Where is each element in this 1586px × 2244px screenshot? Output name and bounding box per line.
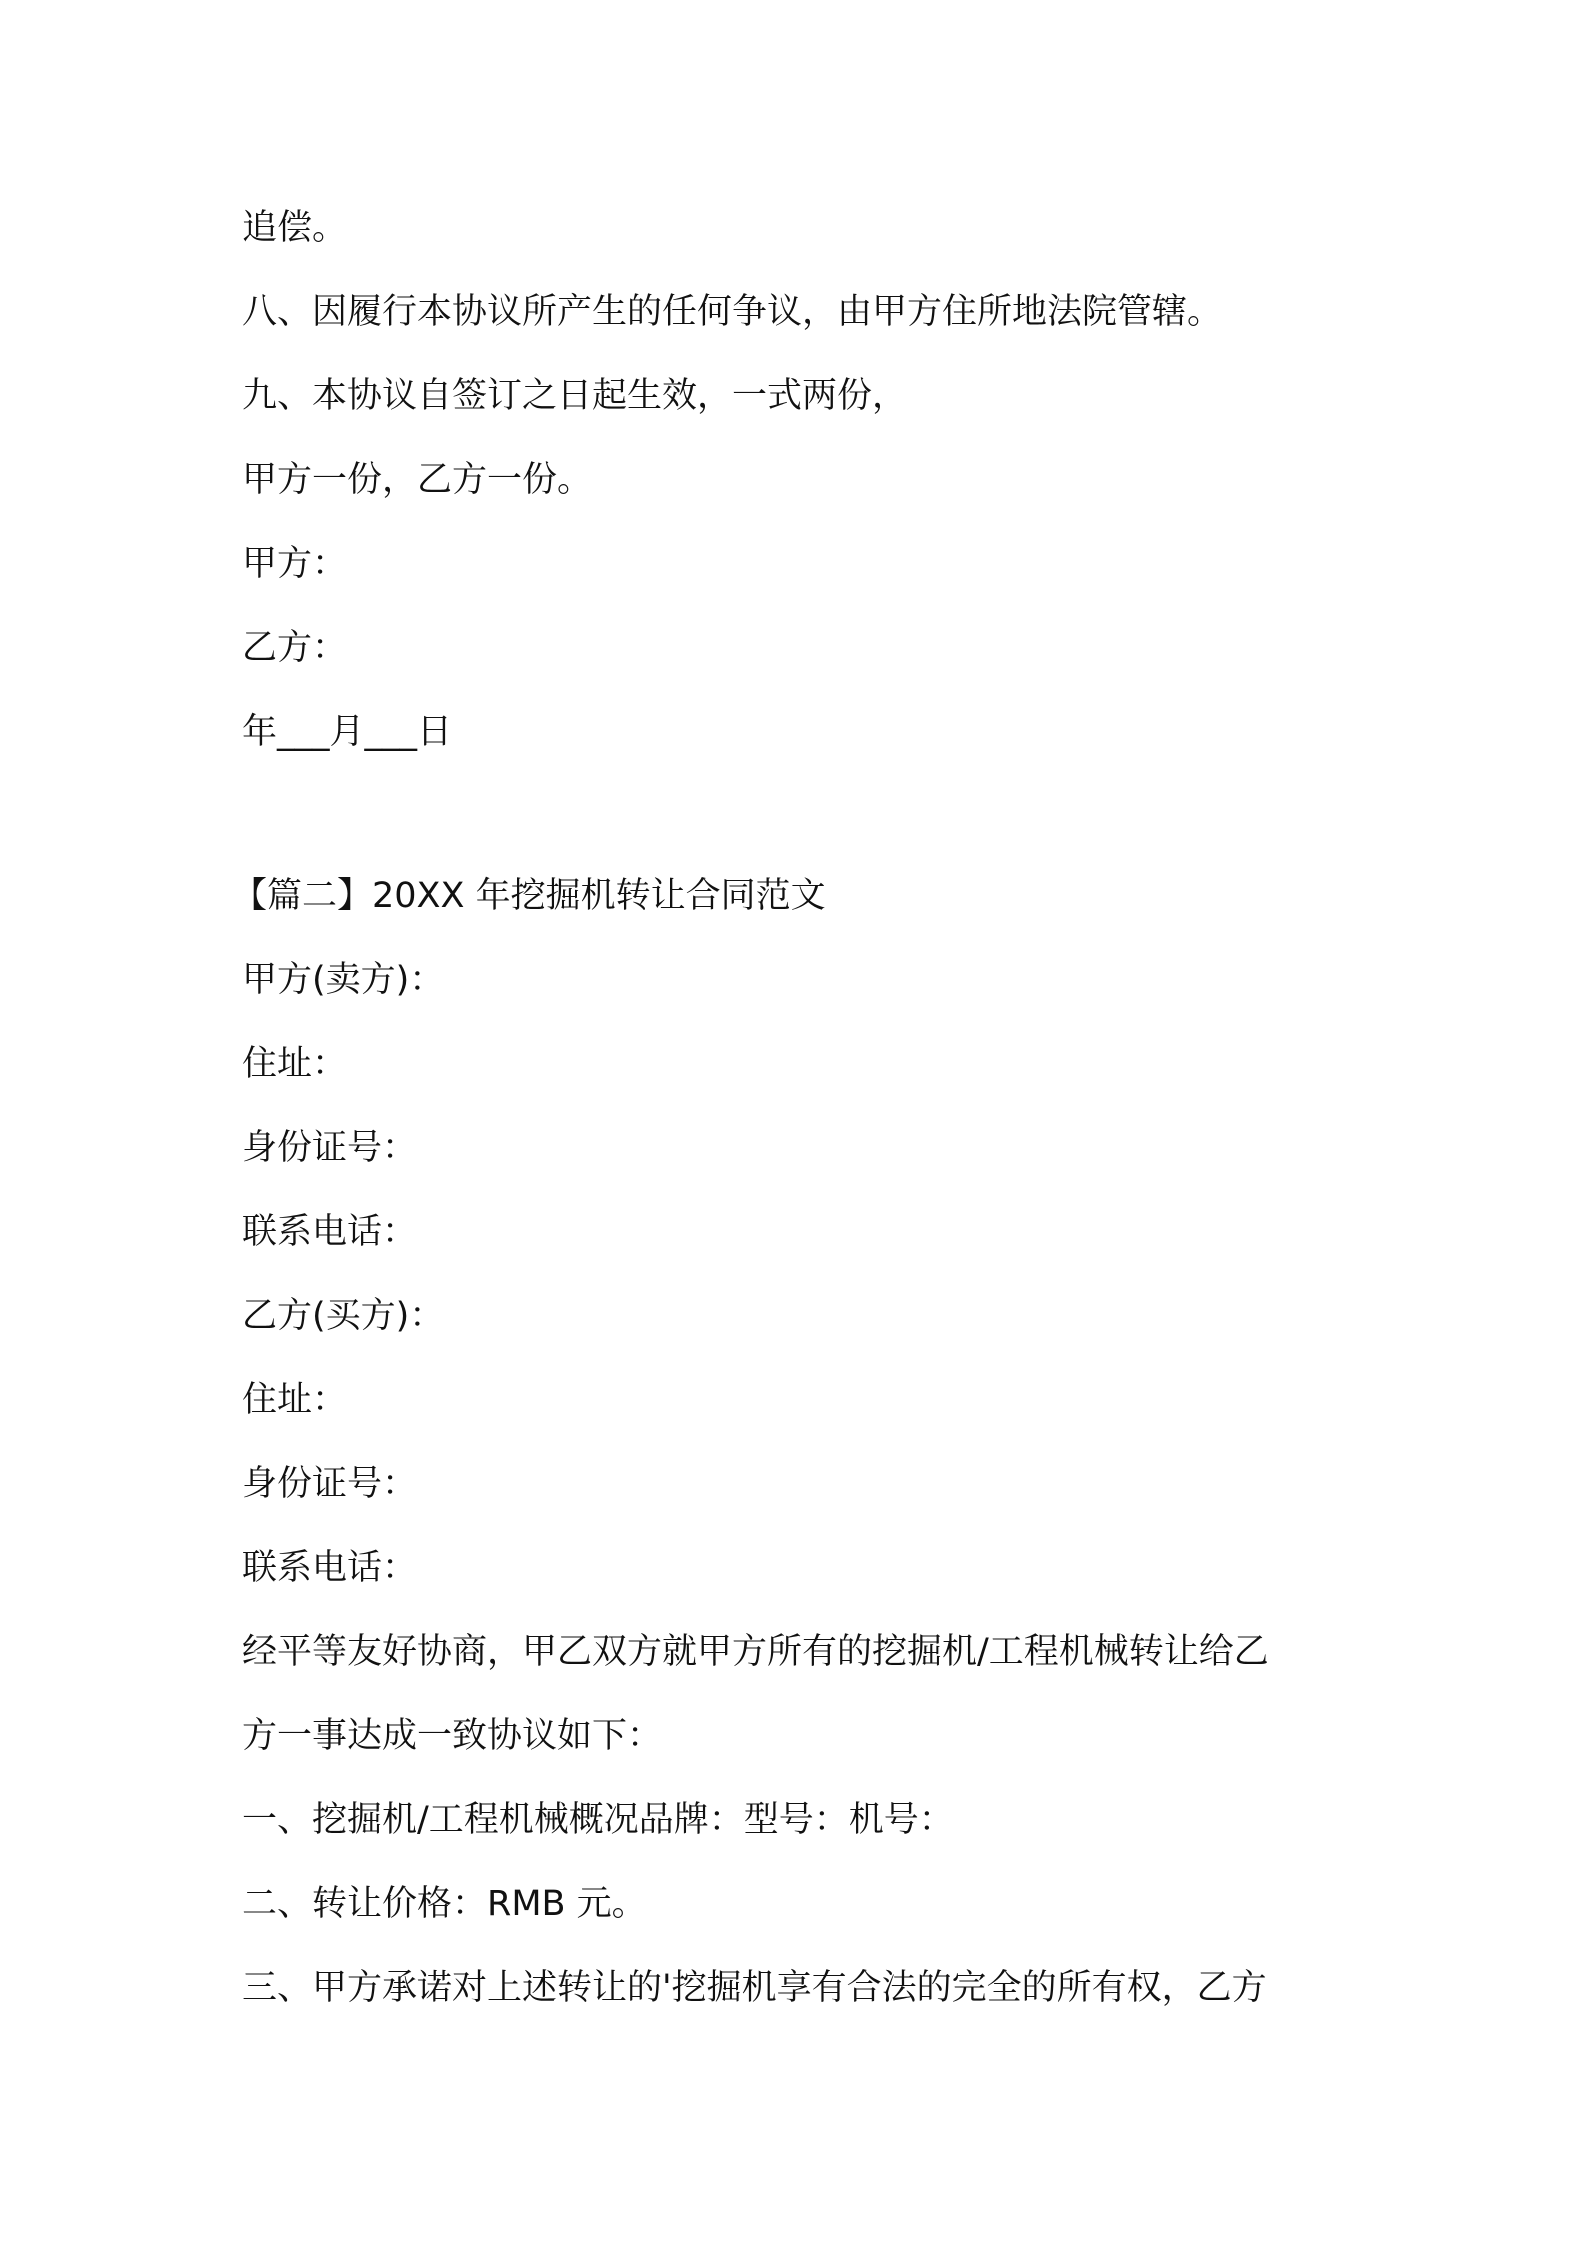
intro-line-2: 方一事达成一致协议如下： — [242, 1716, 663, 1756]
buyer-address: 住址： — [242, 1380, 348, 1420]
seller-id-number: 身份证号： — [242, 1128, 418, 1168]
buyer-id-number: 身份证号： — [242, 1464, 418, 1504]
clause-9-effective: 九、本协议自签订之日起生效，一式两份， — [242, 376, 908, 416]
signature-party-b: 乙方： — [242, 628, 348, 668]
buyer-phone: 联系电话： — [242, 1548, 418, 1588]
clause-8-jurisdiction: 八、因履行本协议所产生的任何争议，由甲方住所地法院管辖。 — [242, 292, 1223, 332]
section-title: 【篇二】20XX 年挖掘机转让合同范文 — [232, 876, 826, 916]
clause-9-copies: 甲方一份，乙方一份。 — [242, 460, 593, 500]
intro-line-1: 经平等友好协商，甲乙双方就甲方所有的挖掘机/工程机械转让给乙 — [242, 1632, 1269, 1672]
text-line-compensation: 追偿。 — [242, 208, 348, 248]
seller-label: 甲方(卖方)： — [242, 960, 445, 1000]
buyer-label: 乙方(买方)： — [242, 1296, 445, 1336]
clause-3-ownership: 三、甲方承诺对上述转让的'挖掘机享有合法的完全的所有权，乙方 — [242, 1968, 1267, 2008]
clause-2-price: 二、转让价格：RMB 元。 — [242, 1884, 647, 1924]
seller-phone: 联系电话： — [242, 1212, 418, 1252]
seller-address: 住址： — [242, 1044, 348, 1084]
signature-date: 年___月___日 — [242, 712, 453, 752]
clause-1-machine-details: 一、挖掘机/工程机械概况品牌：型号：机号： — [242, 1800, 954, 1840]
signature-party-a: 甲方： — [242, 544, 348, 584]
